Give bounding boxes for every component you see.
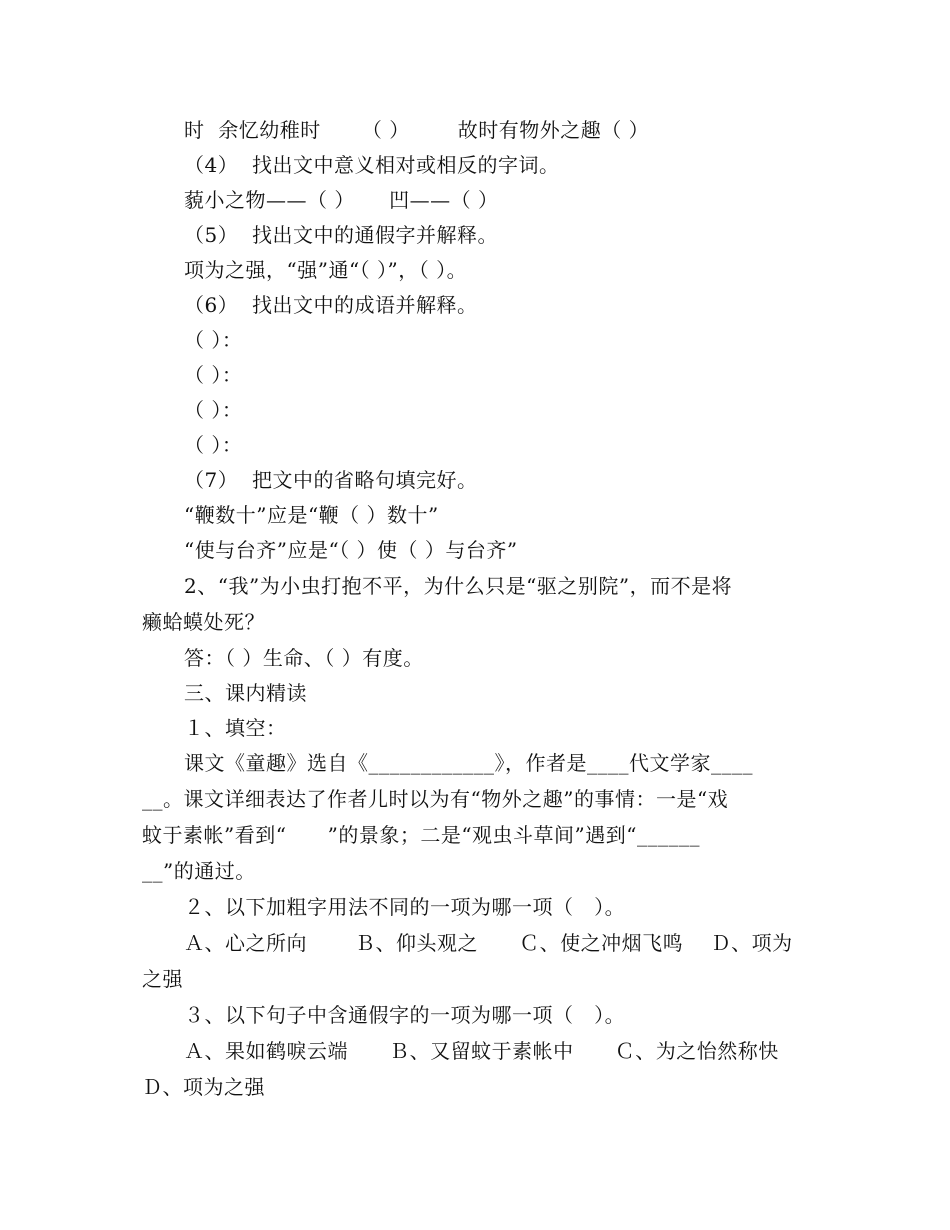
text-line-6: （6） 找出文中的成语并解释。 bbox=[184, 293, 478, 317]
text-line-8: （ ）： bbox=[184, 363, 243, 387]
text-line-4: （5） 找出文中的通假字并解释。 bbox=[184, 223, 498, 247]
text-line-12: “鞭数十”应是“鞭（ ）数十” bbox=[184, 503, 439, 527]
text-line-27: Ａ、果如鹤唳云端 Ｂ、又留蚊于素帐中 Ｃ、为之怡然称快 bbox=[184, 1039, 779, 1063]
text-line-5: 项为之强，“强”通“（ ）”，（ ）。 bbox=[184, 258, 468, 282]
text-line-9: （ ）： bbox=[184, 398, 243, 422]
text-line-25: 之强 bbox=[142, 967, 183, 991]
text-line-18: １、填空： bbox=[184, 716, 287, 740]
text-line-13: “使与台齐”应是“（ ）使（ ）与台齐” bbox=[184, 538, 518, 562]
text-line-22: __”的通过。 bbox=[142, 859, 256, 883]
text-line-20: __。课文详细表达了作者儿时以为有“物外之趣”的事情：一是“戏 bbox=[142, 787, 729, 811]
text-line-3: 藐小之物——（ ） 凹——（ ） bbox=[184, 188, 499, 212]
text-line-23: ２、以下加粗字用法不同的一项为哪一项（ ）。 bbox=[184, 895, 626, 919]
text-line-17: 三、课内精读 bbox=[184, 681, 307, 705]
text-line-21: 蚊于素帐”看到“ ”的景象；二是“观虫斗草间”遇到“______ bbox=[142, 823, 700, 847]
text-line-2: （4） 找出文中意义相对或相反的字词。 bbox=[184, 153, 560, 177]
text-line-10: （ ）： bbox=[184, 433, 243, 457]
text-line-11: （7） 把文中的省略句填完好。 bbox=[184, 468, 478, 492]
text-line-7: （ ）： bbox=[184, 328, 243, 352]
text-line-14: 2、“我”为小虫打抱不平，为什么只是“驱之别院”，而不是将 bbox=[184, 574, 733, 598]
text-line-24: Ａ、心之所向 Ｂ、仰头观之 Ｃ、使之冲烟飞鸣 Ｄ、项为 bbox=[184, 931, 793, 955]
text-line-28: Ｄ、项为之强 bbox=[142, 1075, 265, 1099]
text-line-15: 癞蛤蟆处死？ bbox=[142, 610, 265, 634]
text-line-26: ３、以下句子中含通假字的一项为哪一项（ ）。 bbox=[184, 1003, 626, 1027]
text-line-16: 答：（ ）生命、（ ）有度。 bbox=[184, 646, 424, 670]
text-line-1: 时 余忆幼稚时 （ ） 故时有物外之趣（ ） bbox=[184, 118, 650, 142]
text-line-19: 课文《童趣》选自《____________》，作者是____代文学家____ bbox=[184, 751, 753, 775]
